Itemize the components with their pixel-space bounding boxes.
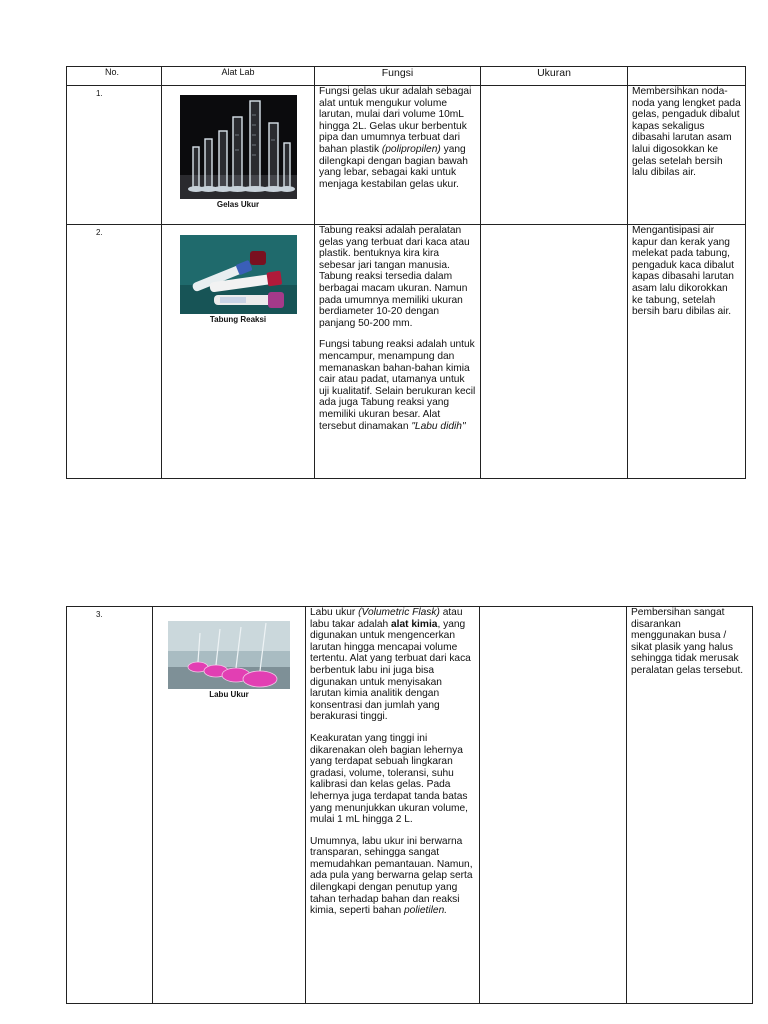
- header-row: [67, 67, 746, 86]
- row-number: 1.: [67, 86, 162, 225]
- header-ukuran: Ukuran: [481, 67, 628, 86]
- image-cell: [153, 607, 306, 1004]
- ukuran-cell: [481, 225, 628, 479]
- lab-table-bottom: [66, 606, 753, 1004]
- fungsi-text-b: atau labu takar adalah: [310, 607, 463, 630]
- fungsi-paragraph-1: Tabung reaksi adalah peralatan gelas yang terbuat dari kaca atau plastik. bentuknya kira kira sebesar jari tangan manusia. Tabung reaksi tersedia dalam berbagai macam ukuran. Namun pada umumnya memiliki ukuran berdiameter 10-20 dengan panjang 50-200 mm.: [319, 225, 470, 329]
- fungsi-text-a: Labu ukur: [310, 607, 359, 618]
- volumetric-flask-photo: [168, 621, 290, 689]
- header-alat-lab: Alat Lab: [162, 67, 315, 86]
- image-cell: [162, 86, 315, 225]
- ukuran-cell: [480, 607, 627, 1004]
- fungsi-text-strong: alat kimia: [391, 618, 438, 630]
- image-caption: Labu Ukur: [209, 690, 249, 699]
- fungsi-text-c: , yang digunakan untuk mengencerkan larutan hingga mencapai volume tertentu. Alat yang terbuat dari kaca berbentuk labu ini juga bisa digunakan untuk menyisakan larutan kimia analitik dengan konsentrasi dan jumlah yang berakurasi tinggi.: [310, 618, 471, 723]
- fungsi-paragraph-2: Keakuratan yang tinggi ini dikarenakan oleh bagian lehernya yang terdapat sebuah lingkaran gradasi, volume, toleransi, suhu kalibrasi dan kelas gelas. Pada lehernya juga terdapat tanda batas yang menunjukkan ukuran volume, mulai 1 mL hingga 2 L.: [310, 732, 469, 826]
- row-number: 2.: [67, 225, 162, 479]
- header-last: [628, 67, 746, 86]
- fungsi-paragraph-2: Fungsi tabung reaksi adalah untuk mencampur, menampung dan memanaskan bahan-bahan kimia cair atau padat, utamanya untuk uji kualitatif. Selain berukuran kecil ada juga Tabung reaksi yang memiliki ukuran besar. Alat tersebut dinamakan: [319, 339, 476, 432]
- row-number: 3.: [67, 607, 153, 1004]
- image-caption: Tabung Reaksi: [209, 315, 267, 324]
- fungsi-text-em: (Volumetric Flask): [358, 607, 440, 618]
- perawatan-text: Mengantisipasi air kapur dan kerak yang melekat pada tabung, pengaduk kaca dibalut kapas dibasahi larutan asam lalu dikorokkan ke tabung, setelah bersih baru dibilas air.: [628, 225, 746, 479]
- fungsi-text: [315, 225, 481, 479]
- table-row: [67, 607, 753, 1004]
- graduated-cylinder-photo: [180, 95, 297, 199]
- fungsi-text-em: "Labu didih": [411, 420, 466, 432]
- header-no: No.: [67, 67, 162, 86]
- table-row: [67, 225, 746, 479]
- ukuran-cell: [481, 86, 628, 225]
- lab-table-top: [66, 66, 746, 479]
- fungsi-text-em: (polipropilen): [381, 143, 441, 155]
- fungsi-text: [315, 86, 481, 225]
- fungsi-paragraph-3: Umumnya, labu ukur ini berwarna transparan, sehingga sangat memudahkan pemantauan. Namun, ada pula yang berwarna gelap serta dilengkapi dengan penutup yang tahan terhadap bahan dan reaksi kimia, seperti bahan: [310, 835, 473, 917]
- perawatan-text: Membersihkan noda-noda yang lengket pada gelas, pengaduk dibalut kapas sekaligus dibasahi larutan asam lalui digosokkan ke gelas setelah bersih lalu dibilas air.: [628, 86, 746, 225]
- fungsi-text-b: yang dilengkapi dengan bagian bawah yang lebar, sebagai kaki untuk menjaga kestabilan gelas ukur.: [319, 143, 468, 190]
- image-cell: [162, 225, 315, 479]
- header-fungsi: Fungsi: [315, 67, 481, 86]
- fungsi-text-em: polietilen.: [404, 905, 448, 917]
- perawatan-text: Pembersihan sangat disarankan menggunakan busa / sikat plasik yang halus sehingga tidak merusak peralatan gelas tersebut.: [627, 607, 753, 1004]
- fungsi-text: [306, 607, 480, 1004]
- image-caption: Gelas Ukur: [216, 200, 260, 209]
- table-row: [67, 86, 746, 225]
- test-tube-photo: [180, 235, 297, 314]
- fungsi-text-a: Fungsi gelas ukur adalah sebagai alat untuk mengukur volume larutan, mulai dari volume 10mL hingga 2L. Gelas ukur berbentuk pipa dan umumnya terbuat dari bahan plastik: [319, 86, 472, 155]
